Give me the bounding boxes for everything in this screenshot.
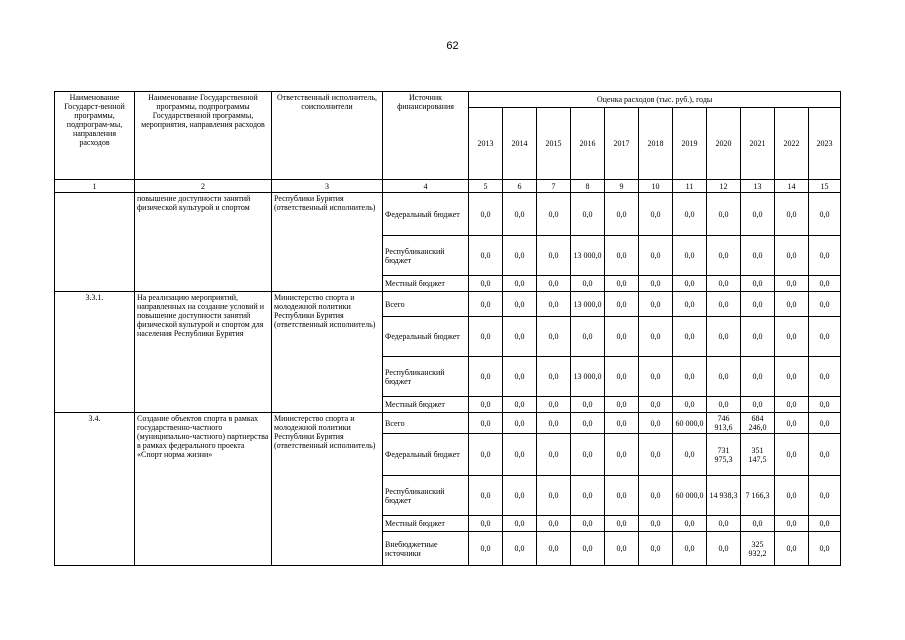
amount-cell: 0,0 (809, 236, 841, 276)
amount-cell: 0,0 (809, 434, 841, 476)
amount-cell: 0,0 (605, 516, 639, 532)
column-index: 3 (272, 180, 383, 193)
amount-cell: 0,0 (639, 276, 673, 292)
amount-cell: 0,0 (707, 397, 741, 413)
funding-source: Местный бюджет (383, 397, 469, 413)
funding-source: Федеральный бюджет (383, 317, 469, 357)
amount-cell: 0,0 (469, 476, 503, 516)
amount-cell: 0,0 (639, 317, 673, 357)
amount-cell: 0,0 (809, 397, 841, 413)
amount-cell: 60 000,0 (673, 413, 707, 434)
amount-cell: 0,0 (639, 434, 673, 476)
funding-source: Федеральный бюджет (383, 193, 469, 236)
header-measure-name: Наименование Государственной программы, подпрограммы Государственной программы, мероприятия, направления расходов (135, 92, 272, 180)
amount-cell: 0,0 (605, 357, 639, 397)
amount-cell: 0,0 (469, 434, 503, 476)
amount-cell: 0,0 (809, 476, 841, 516)
amount-cell: 0,0 (503, 236, 537, 276)
amount-cell: 0,0 (537, 532, 571, 566)
funding-source: Всего (383, 292, 469, 317)
column-index: 15 (809, 180, 841, 193)
amount-cell: 746 913,6 (707, 413, 741, 434)
amount-cell: 0,0 (469, 397, 503, 413)
amount-cell: 0,0 (741, 276, 775, 292)
column-index: 5 (469, 180, 503, 193)
column-index: 1 (55, 180, 135, 193)
amount-cell: 0,0 (605, 413, 639, 434)
amount-cell: 0,0 (537, 276, 571, 292)
amount-cell: 0,0 (639, 397, 673, 413)
amount-cell: 0,0 (605, 434, 639, 476)
header-year: 2014 (503, 108, 537, 180)
amount-cell: 7 166,3 (741, 476, 775, 516)
amount-cell: 0,0 (605, 476, 639, 516)
amount-cell: 0,0 (775, 292, 809, 317)
executor-name: Республики Бурятия (ответственный исполнитель) (272, 193, 383, 292)
amount-cell: 0,0 (469, 413, 503, 434)
amount-cell: 0,0 (605, 532, 639, 566)
amount-cell: 0,0 (707, 236, 741, 276)
amount-cell: 0,0 (707, 357, 741, 397)
amount-cell: 0,0 (809, 193, 841, 236)
column-index: 10 (639, 180, 673, 193)
amount-cell: 0,0 (469, 193, 503, 236)
funding-source: Всего (383, 413, 469, 434)
amount-cell: 0,0 (741, 516, 775, 532)
column-index: 4 (383, 180, 469, 193)
header-funding-source: Источник финансирования (383, 92, 469, 180)
header-executor: Ответственный исполнитель, соисполнители (272, 92, 383, 180)
amount-cell: 0,0 (503, 193, 537, 236)
amount-cell: 0,0 (775, 357, 809, 397)
amount-cell: 0,0 (809, 413, 841, 434)
header-year: 2022 (775, 108, 809, 180)
amount-cell: 0,0 (809, 357, 841, 397)
header-year: 2017 (605, 108, 639, 180)
amount-cell: 0,0 (605, 317, 639, 357)
amount-cell: 0,0 (741, 193, 775, 236)
header-year: 2023 (809, 108, 841, 180)
measure-name: На реализацию мероприятий, направленных на создание условий и повышение доступности занятий физической культурой и спортом для населения Республики Бурятия (135, 292, 272, 413)
page-number: 62 (446, 40, 459, 52)
amount-cell: 0,0 (571, 516, 605, 532)
header-program-name: Наименование Государст-венной программы, подпрограм-мы, направления расходов (55, 92, 135, 180)
column-index: 6 (503, 180, 537, 193)
amount-cell: 0,0 (537, 193, 571, 236)
amount-cell: 0,0 (707, 193, 741, 236)
amount-cell: 731 975,3 (707, 434, 741, 476)
column-index: 13 (741, 180, 775, 193)
amount-cell: 0,0 (741, 292, 775, 317)
header-year: 2021 (741, 108, 775, 180)
amount-cell: 325 932,2 (741, 532, 775, 566)
executor-name: Министерство спорта и молодежной политики Республики Бурятия (ответственный исполнитель) (272, 292, 383, 413)
amount-cell: 0,0 (775, 413, 809, 434)
amount-cell: 0,0 (503, 532, 537, 566)
header-year: 2018 (639, 108, 673, 180)
amount-cell: 0,0 (605, 292, 639, 317)
amount-cell: 0,0 (673, 357, 707, 397)
column-index: 14 (775, 180, 809, 193)
amount-cell: 0,0 (571, 276, 605, 292)
amount-cell: 14 938,3 (707, 476, 741, 516)
amount-cell: 0,0 (707, 532, 741, 566)
amount-cell: 0,0 (469, 357, 503, 397)
expenditure-table (54, 91, 841, 566)
funding-source: Республиканский бюджет (383, 476, 469, 516)
amount-cell: 0,0 (571, 317, 605, 357)
amount-cell: 0,0 (639, 236, 673, 276)
executor-name: Министерство спорта и молодежной политики Республики Бурятия (ответственный исполнитель) (272, 413, 383, 566)
amount-cell: 0,0 (673, 397, 707, 413)
amount-cell: 684 246,0 (741, 413, 775, 434)
funding-source: Внебюджетные источники (383, 532, 469, 566)
amount-cell: 0,0 (503, 276, 537, 292)
header-year: 2016 (571, 108, 605, 180)
amount-cell: 0,0 (775, 516, 809, 532)
row-code (55, 193, 135, 292)
amount-cell: 0,0 (809, 317, 841, 357)
amount-cell: 0,0 (571, 532, 605, 566)
amount-cell: 0,0 (775, 532, 809, 566)
amount-cell: 0,0 (537, 516, 571, 532)
amount-cell: 0,0 (707, 317, 741, 357)
amount-cell: 0,0 (673, 193, 707, 236)
amount-cell: 0,0 (741, 397, 775, 413)
header-year: 2020 (707, 108, 741, 180)
amount-cell: 0,0 (469, 276, 503, 292)
amount-cell: 0,0 (639, 357, 673, 397)
row-code: 3.4. (55, 413, 135, 566)
amount-cell: 0,0 (639, 413, 673, 434)
amount-cell: 0,0 (503, 476, 537, 516)
amount-cell: 0,0 (673, 236, 707, 276)
table-row (55, 193, 841, 236)
amount-cell: 351 147,5 (741, 434, 775, 476)
amount-cell: 0,0 (639, 292, 673, 317)
amount-cell: 0,0 (537, 317, 571, 357)
amount-cell: 0,0 (605, 193, 639, 236)
amount-cell: 60 000,0 (673, 476, 707, 516)
amount-cell: 0,0 (605, 276, 639, 292)
amount-cell: 0,0 (469, 317, 503, 357)
amount-cell: 0,0 (503, 516, 537, 532)
funding-source: Федеральный бюджет (383, 434, 469, 476)
amount-cell: 0,0 (571, 397, 605, 413)
header-year: 2013 (469, 108, 503, 180)
header-year: 2019 (673, 108, 707, 180)
amount-cell: 0,0 (503, 317, 537, 357)
amount-cell: 0,0 (673, 434, 707, 476)
amount-cell: 0,0 (537, 397, 571, 413)
header-year: 2015 (537, 108, 571, 180)
amount-cell: 0,0 (809, 516, 841, 532)
amount-cell: 0,0 (775, 276, 809, 292)
amount-cell: 13 000,0 (571, 292, 605, 317)
column-index: 12 (707, 180, 741, 193)
measure-name: повышение доступности занятий физической культурой и спортом (135, 193, 272, 292)
amount-cell: 0,0 (503, 357, 537, 397)
amount-cell: 0,0 (469, 292, 503, 317)
column-index: 8 (571, 180, 605, 193)
amount-cell: 0,0 (673, 516, 707, 532)
amount-cell: 0,0 (775, 317, 809, 357)
amount-cell: 0,0 (503, 292, 537, 317)
amount-cell: 0,0 (537, 413, 571, 434)
row-code: 3.3.1. (55, 292, 135, 413)
amount-cell: 0,0 (571, 193, 605, 236)
funding-source: Республиканский бюджет (383, 236, 469, 276)
amount-cell: 0,0 (537, 434, 571, 476)
amount-cell: 0,0 (503, 397, 537, 413)
amount-cell: 0,0 (571, 434, 605, 476)
amount-cell: 0,0 (775, 193, 809, 236)
amount-cell: 0,0 (469, 516, 503, 532)
column-index: 2 (135, 180, 272, 193)
amount-cell: 0,0 (775, 434, 809, 476)
column-index: 11 (673, 180, 707, 193)
amount-cell: 0,0 (639, 193, 673, 236)
amount-cell: 0,0 (673, 292, 707, 317)
amount-cell: 0,0 (537, 236, 571, 276)
amount-cell: 0,0 (537, 357, 571, 397)
amount-cell: 0,0 (775, 476, 809, 516)
amount-cell: 0,0 (639, 532, 673, 566)
amount-cell: 0,0 (571, 413, 605, 434)
amount-cell: 0,0 (707, 276, 741, 292)
measure-name: Создание объектов спорта в рамках государственно-частного (муниципально-частного) партнерства в рамках федерального проекта «Спорт норма жизни» (135, 413, 272, 566)
amount-cell: 0,0 (673, 276, 707, 292)
amount-cell: 0,0 (503, 434, 537, 476)
amount-cell: 0,0 (741, 317, 775, 357)
table-row (55, 292, 841, 317)
amount-cell: 0,0 (775, 236, 809, 276)
amount-cell: 0,0 (537, 292, 571, 317)
amount-cell: 0,0 (673, 532, 707, 566)
amount-cell: 0,0 (503, 413, 537, 434)
header-spending-estimate: Оценка расходов (тыс. руб.), годы (469, 92, 841, 108)
column-index: 9 (605, 180, 639, 193)
amount-cell: 0,0 (469, 236, 503, 276)
amount-cell: 0,0 (741, 236, 775, 276)
amount-cell: 13 000,0 (571, 236, 605, 276)
amount-cell: 0,0 (809, 292, 841, 317)
amount-cell: 0,0 (639, 476, 673, 516)
amount-cell: 0,0 (809, 276, 841, 292)
amount-cell: 13 000,0 (571, 357, 605, 397)
amount-cell: 0,0 (707, 516, 741, 532)
amount-cell: 0,0 (741, 357, 775, 397)
column-index: 7 (537, 180, 571, 193)
funding-source: Местный бюджет (383, 276, 469, 292)
table-row (55, 413, 841, 434)
amount-cell: 0,0 (605, 236, 639, 276)
amount-cell: 0,0 (605, 397, 639, 413)
amount-cell: 0,0 (571, 476, 605, 516)
amount-cell: 0,0 (537, 476, 571, 516)
amount-cell: 0,0 (707, 292, 741, 317)
amount-cell: 0,0 (775, 397, 809, 413)
funding-source: Местный бюджет (383, 516, 469, 532)
amount-cell: 0,0 (469, 532, 503, 566)
amount-cell: 0,0 (673, 317, 707, 357)
amount-cell: 0,0 (639, 516, 673, 532)
amount-cell: 0,0 (809, 532, 841, 566)
funding-source: Республиканский бюджет (383, 357, 469, 397)
